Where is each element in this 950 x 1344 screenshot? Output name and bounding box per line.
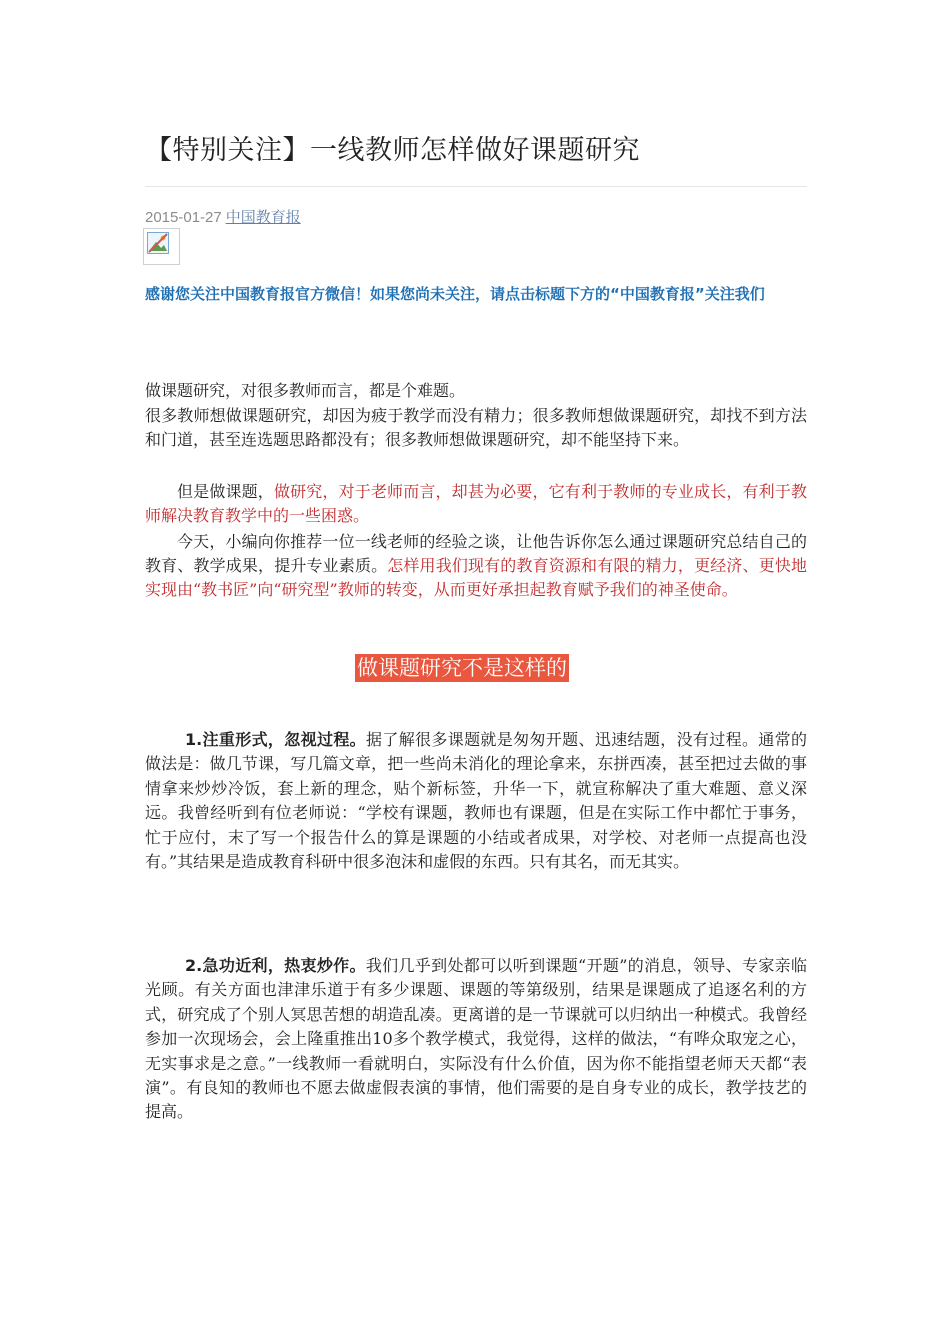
intro-paragraph-3	[145, 480, 807, 528]
title-divider	[145, 186, 807, 187]
point-1-lead: 1.注重形式，忽视过程。	[185, 730, 367, 749]
intro-line-2: 很多教师想做课题研究，却因为疲于教学而没有精力；很多教师想做课题研究，却找不到方法和门道，甚至连选题思路都没有；很多教师想做课题研究，却不能坚持下来。	[145, 406, 807, 449]
p3-highlight: 做研究，对于老师而言，却甚为必要，它有利于教师的专业成长，有利于教师解决教育教学中的一些困惑。	[145, 482, 807, 525]
article-title: 【特别关注】一线教师怎样做好课题研究	[145, 135, 640, 166]
point-2-text: 我们几乎到处都可以听到课题“开题”的消息，领导、专家亲临光顾。有关方面也津津乐道于有多少课题、课题的等第级别，结果是课题成了追逐名利的方式，研究成了个别人冥思苦想的胡造乱凑。更离谱的是一节课就可以归纳出一种模式。我曾经参加一次现场会，会上隆重推出10多个教学模式，我觉得，这样的做法，“有哗众取宠之心，无实事求是之意。”一线教师一看就明白，实际没有什么价值，因为你不能指望老师天天都“表演”。有良知的教师也不愿去做虚假表演的事情，他们需要的是自身专业的成长，教学技艺的提高。	[145, 956, 807, 1122]
point-1	[145, 728, 807, 874]
article-meta	[145, 206, 301, 227]
point-1-text: 据了解很多课题就是匆匆开题、迅速结题，没有过程。通常的做法是：做几节课，写几篇文章，把一些尚未消化的理论拿来，东拼西凑，甚至把过去做的事情拿来炒炒冷饭，套上新的理念，贴个新标签，升华一下，就宣称解决了重大难题、意义深远。我曾经听到有位老师说：“学校有课题，教师也有课题，但是在实际工作中都忙于事务，忙于应付，末了写一个报告什么的算是课题的小结或者成果，对学校、对老师一点提高也没有。”其结果是造成教育科研中很多泡沫和虚假的东西。只有其名，而无其实。	[145, 730, 807, 872]
p3-plain: 但是做课题，	[177, 482, 274, 501]
broken-image-icon	[143, 228, 180, 265]
p4-plain: 今天，小编向你推荐一位一线老师的经验之谈，让他告诉你怎么通过课题研究总结自己的教育、教学成果，提升专业素质。	[145, 532, 807, 575]
point-2-lead: 2.急功近利，热衷炒作。	[185, 956, 366, 975]
p4-highlight: 怎样用我们现有的教育资源和有限的精力，更经济、更快地实现由“教书匠”向“研究型”教师的转变，从而更好承担起教育赋予我们的神圣使命。	[145, 556, 807, 599]
section-heading: 做课题研究不是这样的	[357, 656, 567, 680]
source-link[interactable]: 中国教育报	[225, 209, 301, 226]
point-2	[145, 954, 807, 1125]
publish-date: 2015-01-27	[145, 209, 222, 226]
intro-paragraph-4	[145, 530, 807, 602]
follow-notice: 感谢您关注中国教育报官方微信！如果您尚未关注，请点击标题下方的“中国教育报”关注我们	[145, 285, 765, 303]
intro-line-1: 做课题研究，对很多教师而言，都是个难题。	[145, 381, 466, 400]
